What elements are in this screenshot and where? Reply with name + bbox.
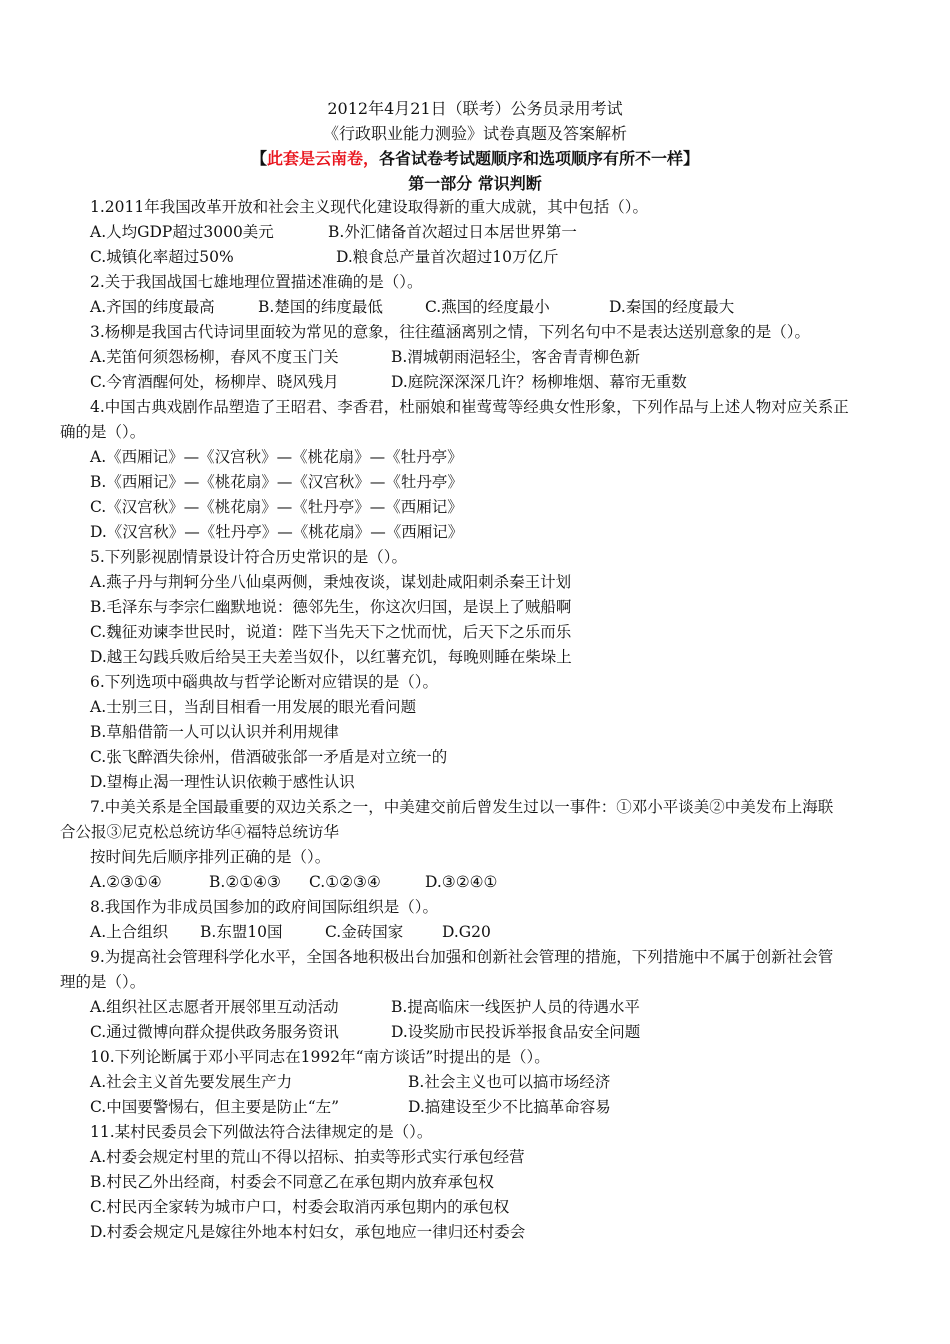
exam-title: 2012年4月21日（联考）公务员录用考试: [327, 99, 623, 118]
question-6: 6.下列选项中碯典故与哲学论断对应错误的是（）。: [90, 673, 439, 691]
option-3d: D.庭院深深深几许？杨柳堆烟、幕帘无重数: [391, 373, 687, 391]
option-9c: C.通过微博向群众提供政务服务资讯: [90, 1023, 339, 1041]
option-10c: C.中国要警惕右，但主要是防止“左”: [90, 1098, 340, 1116]
option-7c: C.①②③④: [309, 873, 381, 891]
exam-subtitle: 《行政职业能力测验》试卷真题及答案解析: [322, 124, 627, 143]
option-1a: A.人均GDP超过3000美元: [90, 223, 274, 241]
option-3a: A.芜笛何须怨杨柳，春风不度玉门关: [90, 348, 339, 366]
option-5b: B.毛泽东与李宗仁幽默地说：德邻先生，你这次归国，是误上了贼船啊: [90, 598, 572, 616]
option-11a: A.村委会规定村里的荒山不得以招标、拍卖等形式实行承包经营: [90, 1148, 525, 1166]
option-1b: B.外汇储备首次超过日本居世界第一: [328, 223, 577, 241]
option-1c: C.城镇化率超过50%: [90, 248, 234, 266]
option-8c: C.金砖国家: [325, 923, 404, 941]
question-7-line2: 合公报③尼克松总统访华④福特总统访华: [60, 823, 340, 841]
question-4-line2: 确的是（）。: [60, 423, 146, 441]
question-9-line2: 理的是（）。: [60, 973, 146, 991]
option-9a: A.组织社区志愿者开展邻里互动活动: [90, 998, 339, 1016]
option-6b: B.草船借箭一人可以认识并利用规律: [90, 723, 339, 741]
option-10b: B.社会主义也可以搞市场经济: [408, 1073, 611, 1091]
option-1d: D.粮食总产量首次超过10万亿斤: [336, 248, 559, 266]
option-4b: B.《西厢记》—《桃花扇》—《汉宫秋》—《牡丹亭》: [90, 473, 463, 491]
option-2c: C.燕国的经度最小: [425, 298, 550, 316]
question-1: 1.2011年我国改革开放和社会主义现代化建设取得新的重大成就，其中包括（）。: [90, 198, 648, 216]
option-7a: A.②③①④: [90, 873, 162, 891]
option-2b: B.楚国的纬度最低: [258, 298, 383, 316]
option-2d: D.秦国的经度最大: [609, 298, 735, 316]
notice-text: 各省试卷考试题顺序和选项顺序有所不一样】: [379, 149, 700, 168]
option-9b: B.提高临床一线医护人员的待遇水平: [391, 998, 640, 1016]
question-4-line1: 4.中国古典戏剧作品塑造了王昭君、李香君，杜丽娘和崔莺莺等经典女性形象，下列作品与上述人物对应关系正: [90, 398, 849, 416]
option-10d: D.搞建设至少不比搞革命容易: [408, 1098, 611, 1116]
option-6c: C.张飞醉酒失徐州，借酒破张郃一矛盾是对立统一的: [90, 748, 448, 766]
question-11: 11.某村民委员会下列做法符合法律规定的是（）。: [90, 1123, 433, 1141]
option-11b: B.村民乙外出经商，村委会不同意乙在承包期内放弃承包权: [90, 1173, 494, 1191]
option-8d: D.G20: [442, 923, 491, 941]
option-10a: A.社会主义首先要发展生产力: [90, 1073, 293, 1091]
option-2a: A.齐国的纬度最高: [90, 298, 215, 316]
question-5: 5.下列影视剧情景设计符合历史常识的是（）。: [90, 548, 408, 566]
option-9d: D.设奖励市民投诉举报食品安全问题: [391, 1023, 641, 1041]
option-6a: A.士别三日，当刮目相看一用发展的眼光看问题: [90, 698, 417, 716]
question-7-line1: 7.中美关系是全国最重要的双边关系之一，中美建交前后曾发生过以一事件：①邓小平谈美②中美发布上海联: [90, 798, 834, 816]
option-5d: D.越王勾践兵败后给吴王夫差当奴仆，以红薯充饥，每晚则睡在柴垛上: [90, 648, 572, 666]
option-7b: B.②①④③: [209, 873, 281, 891]
option-4d: D.《汉宫秋》—《牡丹亭》—《桃花扇》—《西厢记》: [90, 523, 464, 541]
notice-red-text: 此套是云南卷，: [266, 149, 379, 168]
option-4a: A.《西厢记》—《汉宫秋》—《桃花扇》—《牡丹亭》: [90, 448, 463, 466]
question-10: 10.下列论断属于邓小平同志在1992年“南方谈话”时提出的是（）。: [90, 1048, 550, 1066]
exam-notice: [0, 146, 950, 169]
option-4c: C.《汉宫秋》—《桃花扇》—《牡丹亭》—《西厢记》: [90, 498, 463, 516]
section-title: 第一部分 常识判断: [408, 174, 542, 193]
question-2: 2.关于我国战国七雄地理位置描述准确的是（）。: [90, 273, 423, 291]
option-3c: C.今宵酒醒何处，杨柳岸、晓风残月: [90, 373, 339, 391]
option-6d: D.望梅止渴一理性认识依赖于感性认识: [90, 773, 355, 791]
option-5a: A.燕子丹与荆轲分坐八仙桌两侧，秉烛夜谈，谋划赴咸阳刺杀秦王计划: [90, 573, 572, 591]
question-8: 8.我国作为非成员国参加的政府间国际组织是（）。: [90, 898, 439, 916]
question-3: 3.杨柳是我国古代诗词里面较为常见的意象，往往蕴涵离别之情，下列名句中不是表达送别意象的是（）。: [90, 323, 811, 341]
option-5c: C.魏征劝谏李世民时，说道：陛下当先天下之忧而忧，后天下之乐而乐: [90, 623, 572, 641]
option-7d: D.③②④①: [425, 873, 498, 891]
option-8b: B.东盟10国: [200, 923, 283, 941]
question-9-line1: 9.为提高社会管理科学化水平，全国各地积极出台加强和创新社会管理的措施，下列措施中不属于创新社会管: [90, 948, 834, 966]
notice-bracket: 【: [250, 149, 267, 168]
option-8a: A.上合组织: [90, 923, 169, 941]
option-3b: B.渭城朝雨浥轻尘，客舍青青柳色新: [391, 348, 640, 366]
option-11c: C.村民丙全家转为城市户口，村委会取消丙承包期内的承包权: [90, 1198, 510, 1216]
question-7-line3: 按时间先后顺序排列正确的是（）。: [90, 848, 331, 866]
option-11d: D.村委会规定凡是嫁往外地本村妇女，承包地应一律归还村委会: [90, 1223, 526, 1241]
